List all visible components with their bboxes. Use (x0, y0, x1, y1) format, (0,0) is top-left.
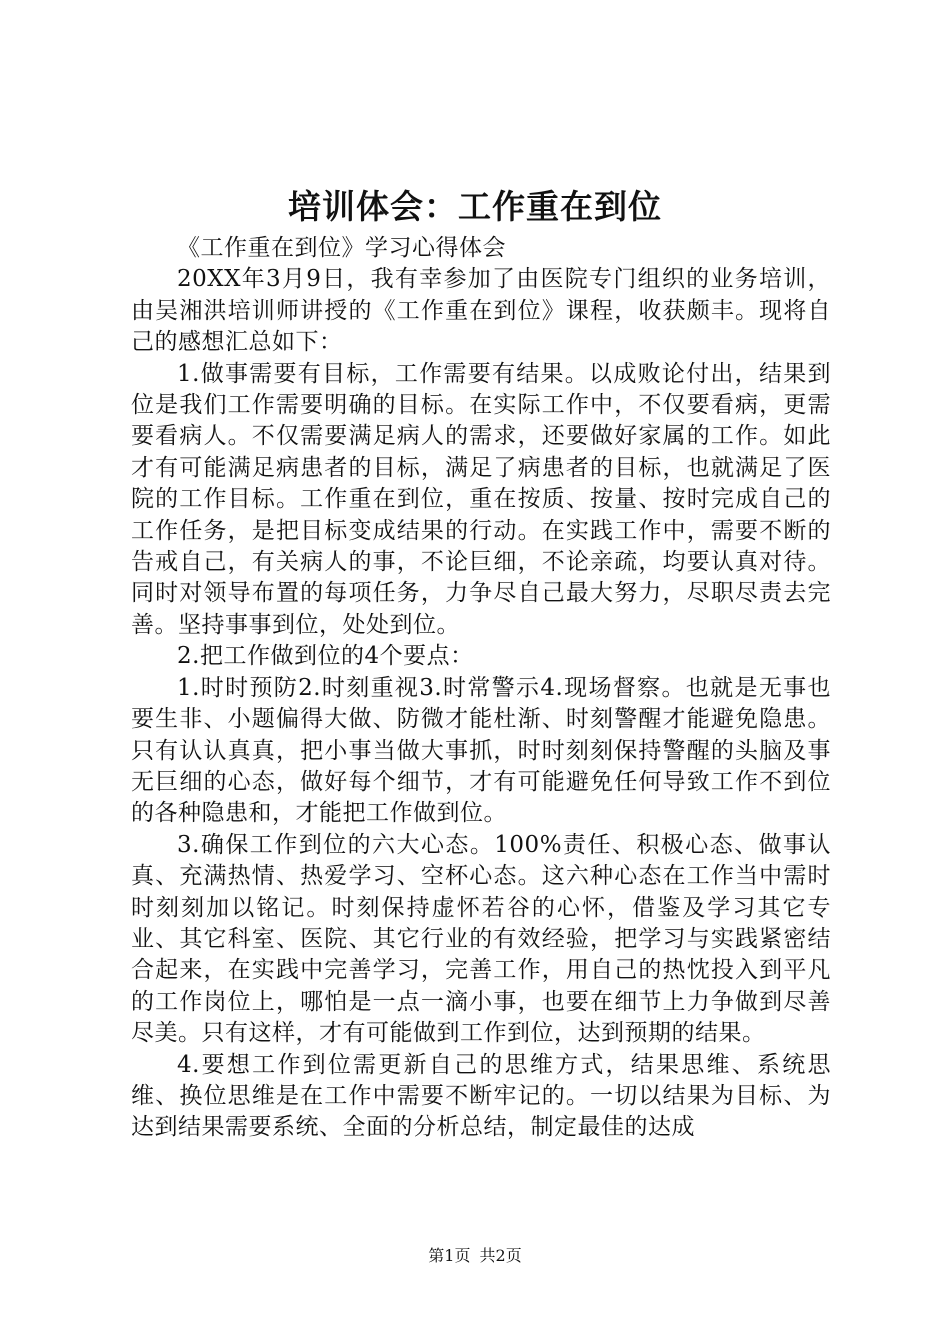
body-paragraph: 3.确保工作到位的六大心态。100%责任、积极心态、做事认真、充满热情、热爱学习、空杯心态。这六种心态在工作当中需时时刻刻加以铭记。时刻保持虚怀若谷的心怀，借鉴及学习其它专业、其它科室、医院、其它行业的有效经验，把学习与实践紧密结合起来，在实践中完善学习，完善工作，用自己的热忱投入到平凡的工作岗位上，哪怕是一点一滴小事，也要在细节上力争做到尽善尽美。只有这样，才有可能做到工作到位，达到预期的结果。 (131, 831, 831, 1047)
page-footer (0, 1246, 950, 1266)
body-paragraph: 2.把工作做到位的4个要点： (177, 643, 474, 670)
document-title: 培训体会：工作重在到位 (288, 187, 662, 226)
page-total: 共2页 (479, 1246, 522, 1265)
body-paragraph: 20XX年3月9日，我有幸参加了由医院专门组织的业务培训，由吴湘洪培训师讲授的《工作重在到位》课程，收获颇丰。现将自己的感想汇总如下： (131, 266, 831, 356)
body-paragraph: 1.做事需要有目标，工作需要有结果。以成败论付出，结果到位是我们工作需要明确的目标。在实际工作中，不仅要看病，更需要看病人。不仅需要满足病人的需求，还要做好家属的工作。如此才有可能满足病患者的目标，满足了病患者的目标，也就满足了医院的工作目标。工作重在到位，重在按质、按量、按时完成自己的工作任务，是把目标变成结果的行动。在实践工作中，需要不断的告戒自己，有关病人的事，不论巨细，不论亲疏，均要认真对待。同时对领导布置的每项任务，力争尽自己最大努力，尽职尽责去完善。坚持事事到位，处处到位。 (131, 360, 831, 638)
page-number: 第1页 (428, 1246, 471, 1265)
subtitle-paragraph: 《工作重在到位》学习心得体会 (177, 235, 506, 261)
body-paragraph: 4.要想工作到位需更新自己的思维方式，结果思维、系统思维、换位思维是在工作中需要不断牢记的。一切以结果为目标、为达到结果需要系统、全面的分析总结，制定最佳的达成 (131, 1051, 831, 1141)
body-paragraph: 1.时时预防2.时刻重视3.时常警示4.现场督察。也就是无事也要生非、小题偏得大做、防微才能杜渐、时刻警醒才能避免隐患。只有认认真真，把小事当做大事抓，时时刻刻保持警醒的头脑及事无巨细的心态，做好每个细节，才有可能避免任何导致工作不到位的各种隐患和，才能把工作做到位。 (131, 674, 831, 827)
document-body (131, 233, 831, 1144)
